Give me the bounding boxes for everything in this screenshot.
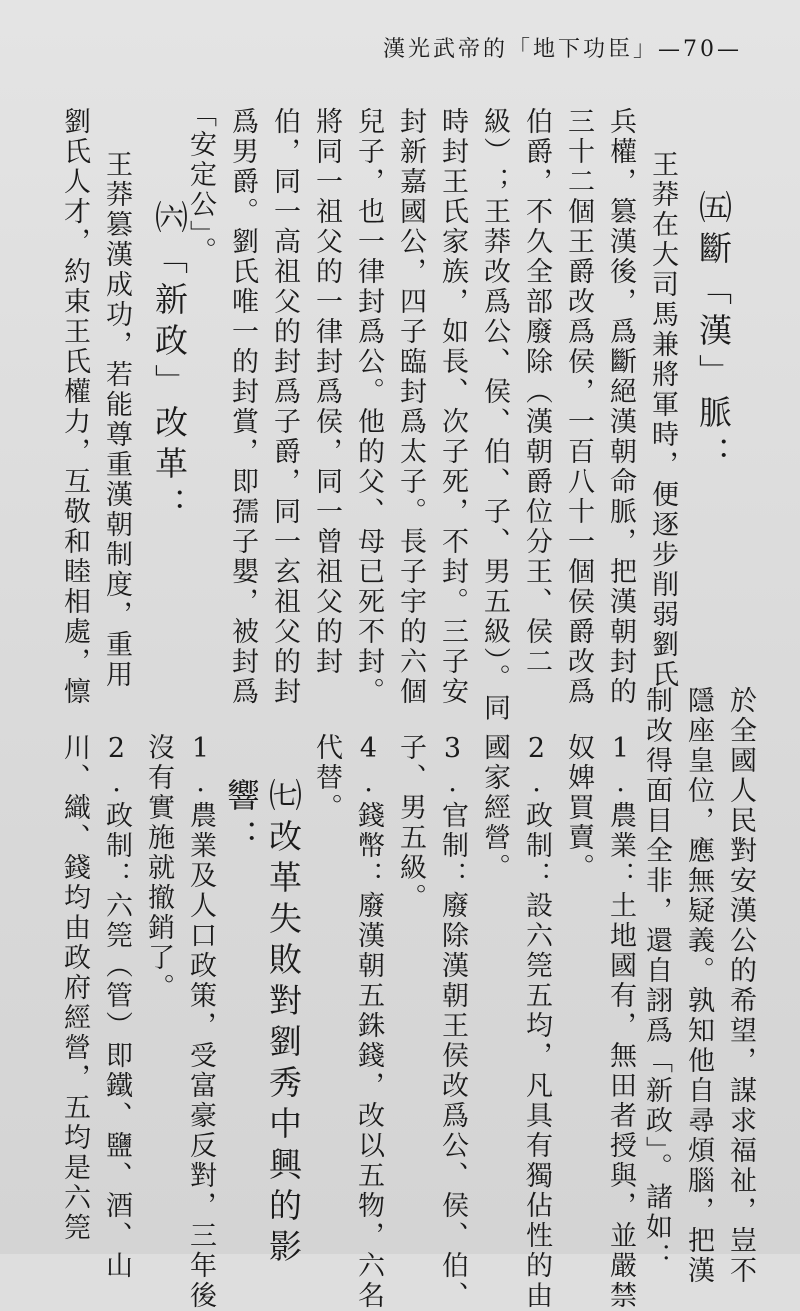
section-5-line-6: 時封王氏家族，如長、次子死，不封。三子安 <box>437 107 468 707</box>
list-item-2-cont: 國家經營。 <box>479 733 510 883</box>
list-item-3: 3.官制：廢除漢朝王侯改爲公、侯、伯、 <box>437 733 468 1311</box>
section-7-heading-cont: 響： <box>222 778 261 860</box>
section-5-line-9: 將同一祖父的一律封爲侯，同一曾祖父的封 <box>311 107 342 677</box>
list-item-1: 1.農業：土地國有，無田者授與，並嚴禁 <box>605 733 636 1311</box>
section-7-item-2: 2.政制：六筦（管）即鐵、鹽、酒、山 <box>101 733 132 1281</box>
section-5-line-3: 三十二個王爵改爲侯，一百八十一個侯爵改爲 <box>563 107 594 707</box>
list-item-4-cont: 代替。 <box>311 733 342 823</box>
running-header: 漢光武帝的「地下功臣」—70— <box>383 37 742 62</box>
section-5-heading: ㈤斷「漢」脈： <box>694 190 733 477</box>
section-7-heading: ㈦改革失敗對劉秀中興的影 <box>264 778 303 1270</box>
list-item-1-cont: 奴婢買賣。 <box>563 733 594 883</box>
continuation-line-2: 隱座皇位，應無疑義。孰知他自尋煩腦，把漢 <box>683 686 714 1286</box>
section-7-item-1: 1.農業及人口政策，受富豪反對，三年後 <box>185 733 216 1311</box>
section-7-item-2-cont: 川、織、錢均由政府經營，五均是六筦 <box>59 733 90 1243</box>
continuation-line-3: 制改得面目全非，還自詡爲「新政」。諸如： <box>641 686 672 1273</box>
section-5-line-12: 「安定公」。 <box>185 100 216 267</box>
section-6-line-1: 王莽篡漢成功，若能尊重漢朝制度，重用 <box>101 150 132 690</box>
list-item-2: 2.政制：設六筦五均，凡具有獨佔性的由 <box>521 733 552 1311</box>
section-6-line-2: 劉氏人才，約束王氏權力，互敬和睦相處，懔 <box>59 107 90 707</box>
section-5-line-8: 兒子，也一律封爲公。他的父、母已死不封。 <box>353 107 384 707</box>
section-7-item-1-cont: 沒有實施就撤銷了。 <box>143 733 174 1003</box>
section-5-line-2: 兵權，篡漢後，爲斷絕漢朝命脈，把漢朝封的 <box>605 107 636 707</box>
continuation-line-1: 於全國人民對安漢公的希望，謀求福祉，豈不 <box>725 686 756 1286</box>
section-5-line-5: 級）；王莽改爲公、侯、伯、子、男五級）。同 <box>479 107 510 724</box>
section-5-line-11: 爲男爵。劉氏唯一的封賞，即孺子嬰，被封爲 <box>227 107 258 707</box>
section-5-line-7: 封新嘉國公，四子臨封爲太子。長子宇的六個 <box>395 107 426 707</box>
section-5-line-10: 伯，同一高祖父的封爲子爵，同一玄祖父的封 <box>269 107 300 707</box>
list-item-4: 4.錢幣：廢漢朝五銖錢，改以五物，六名 <box>353 733 384 1311</box>
section-6-heading: ㈥「新政」改革： <box>150 200 189 528</box>
section-5-line-1: 王莽在大司馬兼將軍時，便逐步削弱劉氏 <box>647 150 678 690</box>
list-item-3-cont: 子、男五級。 <box>395 733 426 913</box>
section-5-line-4: 伯爵，不久全部廢除（漢朝爵位分王、侯二 <box>521 107 552 677</box>
